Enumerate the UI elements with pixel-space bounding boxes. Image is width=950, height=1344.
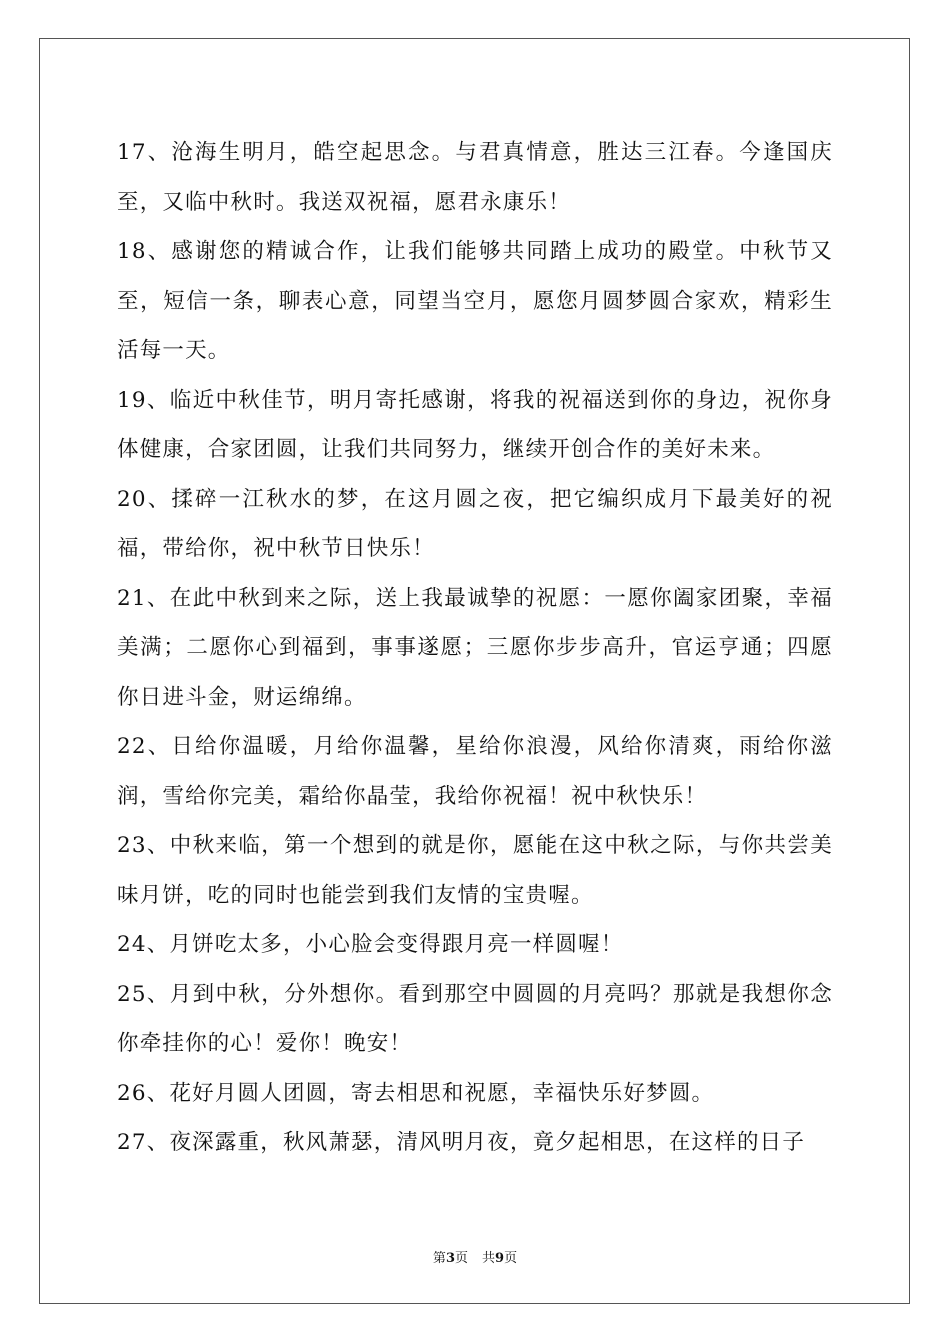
list-item: 26、花好月圆人团圆，寄去相思和祝愿，幸福快乐好梦圆。 [117,1080,715,1106]
total-label-suffix: 页 [504,1251,518,1266]
list-item: 25、月到中秋，分外想你。看到那空中圆圆的月亮吗？那就是我想你念你牵挂你的心！爱你！晚安！ [117,981,833,1056]
list-item: 24、月饼吃太多，小心脸会变得跟月亮一样圆喔！ [117,932,624,957]
list-item: 19、临近中秋佳节，明月寄托感谢，将我的祝福送到你的身边，祝你身体健康，合家团圆，让我们共同努力，继续开创合作的美好未来。 [117,387,833,462]
page-label-prefix: 第 [432,1251,446,1266]
total-pages: 9 [495,1251,505,1266]
page-footer [0,1247,950,1266]
list-item: 20、揉碎一江秋水的梦，在这月圆之夜，把它编织成月下最美好的祝福，带给你，祝中秋节日快乐！ [117,486,833,561]
page-number: 3 [445,1251,455,1266]
list-item: 27、夜深露重，秋风萧瑟，清风明月夜，竟夕起相思，在这样的日子 [117,1130,806,1155]
list-item: 22、日给你温暖，月给你温馨，星给你浪漫，风给你清爽，雨给你滋润，雪给你完美，霜给你晶莹，我给你祝福！祝中秋快乐！ [117,734,833,809]
list-item: 23、中秋来临，第一个想到的就是你，愿能在这中秋之际，与你共尝美味月饼，吃的同时也能尝到我们友情的宝贵喔。 [117,833,833,908]
list-item: 17、沧海生明月，皓空起思念。与君真情意，胜达三江春。今逢国庆至，又临中秋时。我送双祝福，愿君永康乐！ [117,140,833,215]
total-label-prefix: 共 [482,1251,496,1266]
list-item: 18、感谢您的精诚合作，让我们能够共同踏上成功的殿堂。中秋节又至，短信一条，聊表心意，同望当空月，愿您月圆梦圆合家欢，精彩生活每一天。 [117,239,833,363]
document-body [117,128,833,1168]
page-label-suffix: 页 [454,1251,468,1266]
list-item: 21、在此中秋到来之际，送上我最诚挚的祝愿：一愿你阖家团聚，幸福美满；二愿你心到福到，事事遂愿；三愿你步步高升，官运亨通；四愿你日进斗金，财运绵绵。 [117,585,833,710]
